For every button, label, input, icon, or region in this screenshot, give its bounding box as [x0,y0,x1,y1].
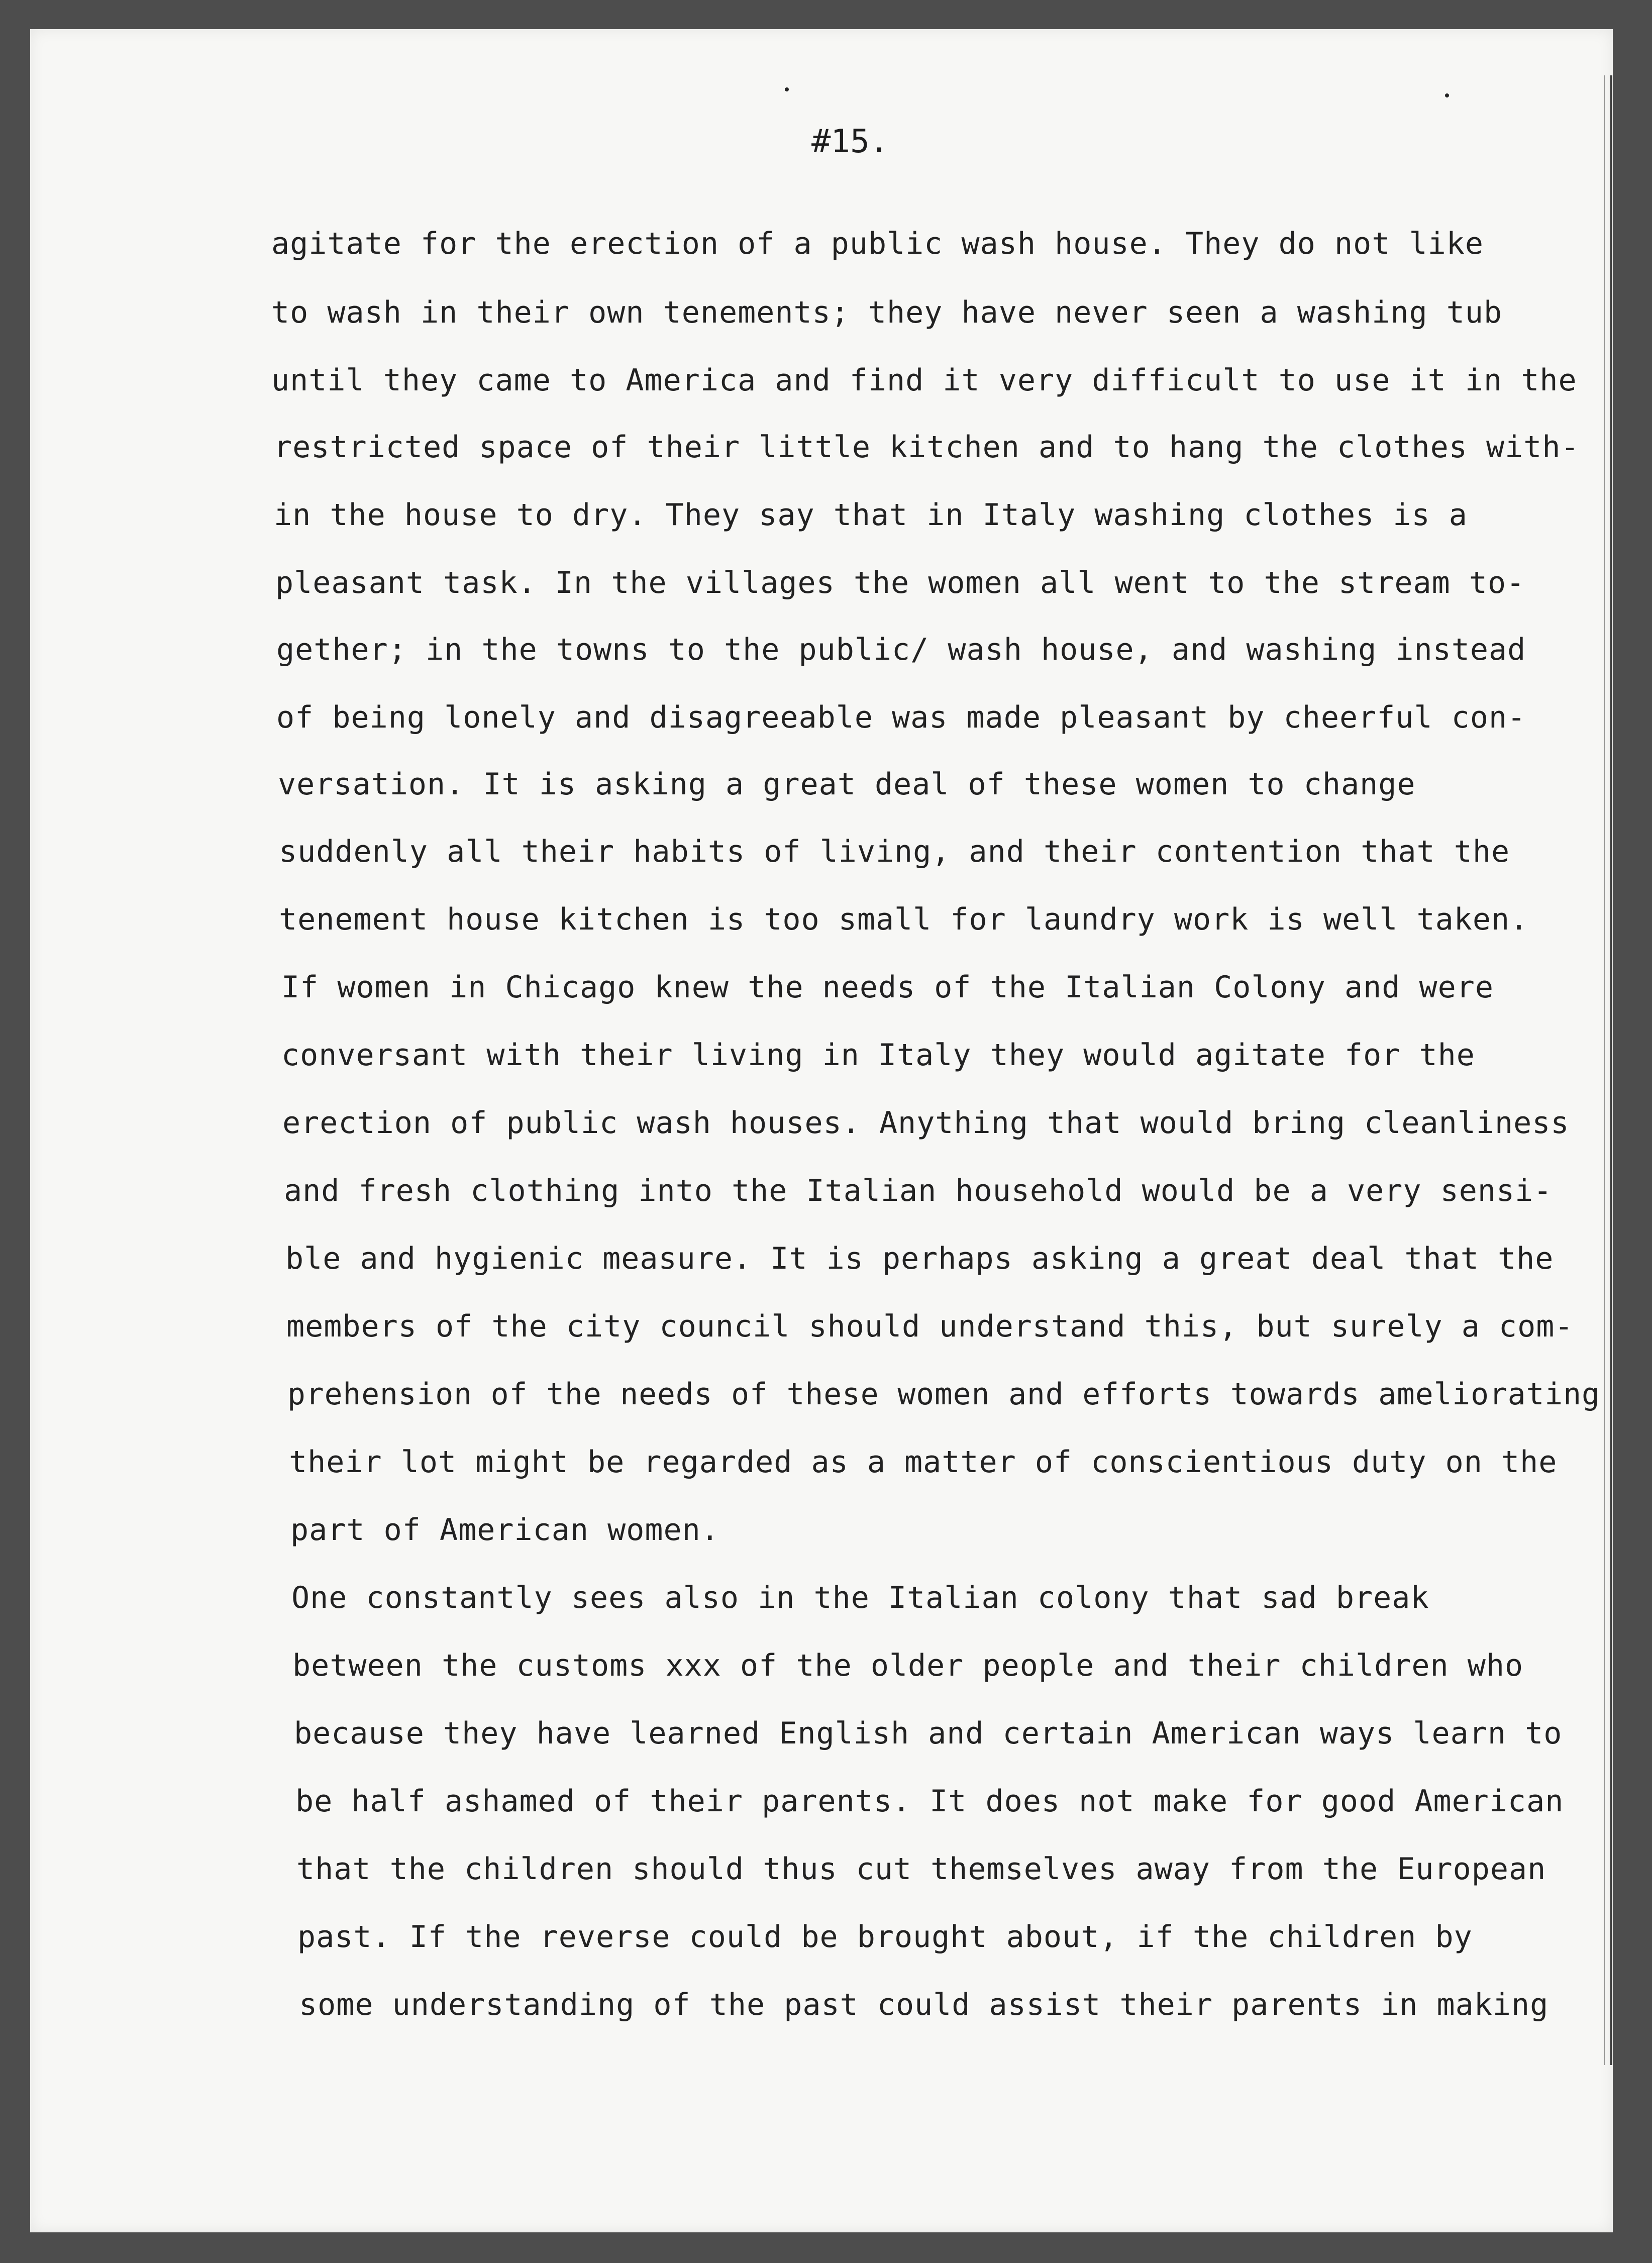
text-line: erection of public wash houses. Anything that would bring cleanliness [282,1105,1570,1141]
text-line: gether; in the towns to the public/ wash house, and washing instead [276,632,1526,667]
text-line: be half ashamed of their parents. It does not make for good American [295,1784,1564,1819]
page-edge-rule-inner [1604,75,1605,2065]
text-line: versation. It is asking a great deal of these women to change [278,767,1416,802]
text-line: and fresh clothing into the Italian household would be a very sensi- [284,1173,1553,1208]
text-line: prehension of the needs of these women and efforts towards ameliorating [287,1377,1600,1412]
ink-speck [785,87,789,91]
text-line: of being lonely and disagreeable was made pleasant by cheerful con- [276,700,1526,735]
text-line: If women in Chicago knew the needs of the Italian Colony and were [281,970,1494,1005]
page-number: #15. [811,123,889,160]
text-line: in the house to dry. They say that in Italy washing clothes is a [274,497,1468,533]
text-line: agitate for the erection of a public wash house. They do not like [271,226,1484,261]
text-line: pleasant task. In the villages the women all went to the stream to- [275,565,1525,600]
page-edge-rule [1610,75,1612,2065]
text-line: some understanding of the past could assist their parents in making [299,1987,1549,2022]
text-line: to wash in their own tenements; they have never seen a washing tub [271,295,1503,330]
ink-speck [1445,93,1449,97]
text-line: restricted space of their little kitchen and to hang the clothes with- [274,430,1580,465]
text-line: members of the city council should understand this, but surely a com- [286,1309,1574,1344]
text-line: that the children should thus cut themselves away from the European [296,1851,1546,1887]
text-line: past. If the reverse could be brought about, if the children by [297,1919,1473,1955]
text-line: ble and hygienic measure. It is perhaps asking a great deal that the [285,1241,1554,1276]
text-line: part of American women. [290,1512,719,1548]
text-line: conversant with their living in Italy they would agitate for the [281,1038,1475,1073]
text-line: between the customs xxx of the older people and their children who [292,1648,1524,1683]
text-line: tenement house kitchen is too small for laundry work is well taken. [279,902,1529,937]
text-line: One constantly sees also in the Italian colony that sad break [291,1580,1429,1615]
text-line: because they have learned English and certain American ways learn to [294,1716,1563,1751]
text-line: their lot might be regarded as a matter of conscientious duty on the [289,1445,1558,1480]
text-line: suddenly all their habits of living, and their contention that the [279,834,1510,869]
text-line: until they came to America and find it very difficult to use it in the [271,363,1577,398]
